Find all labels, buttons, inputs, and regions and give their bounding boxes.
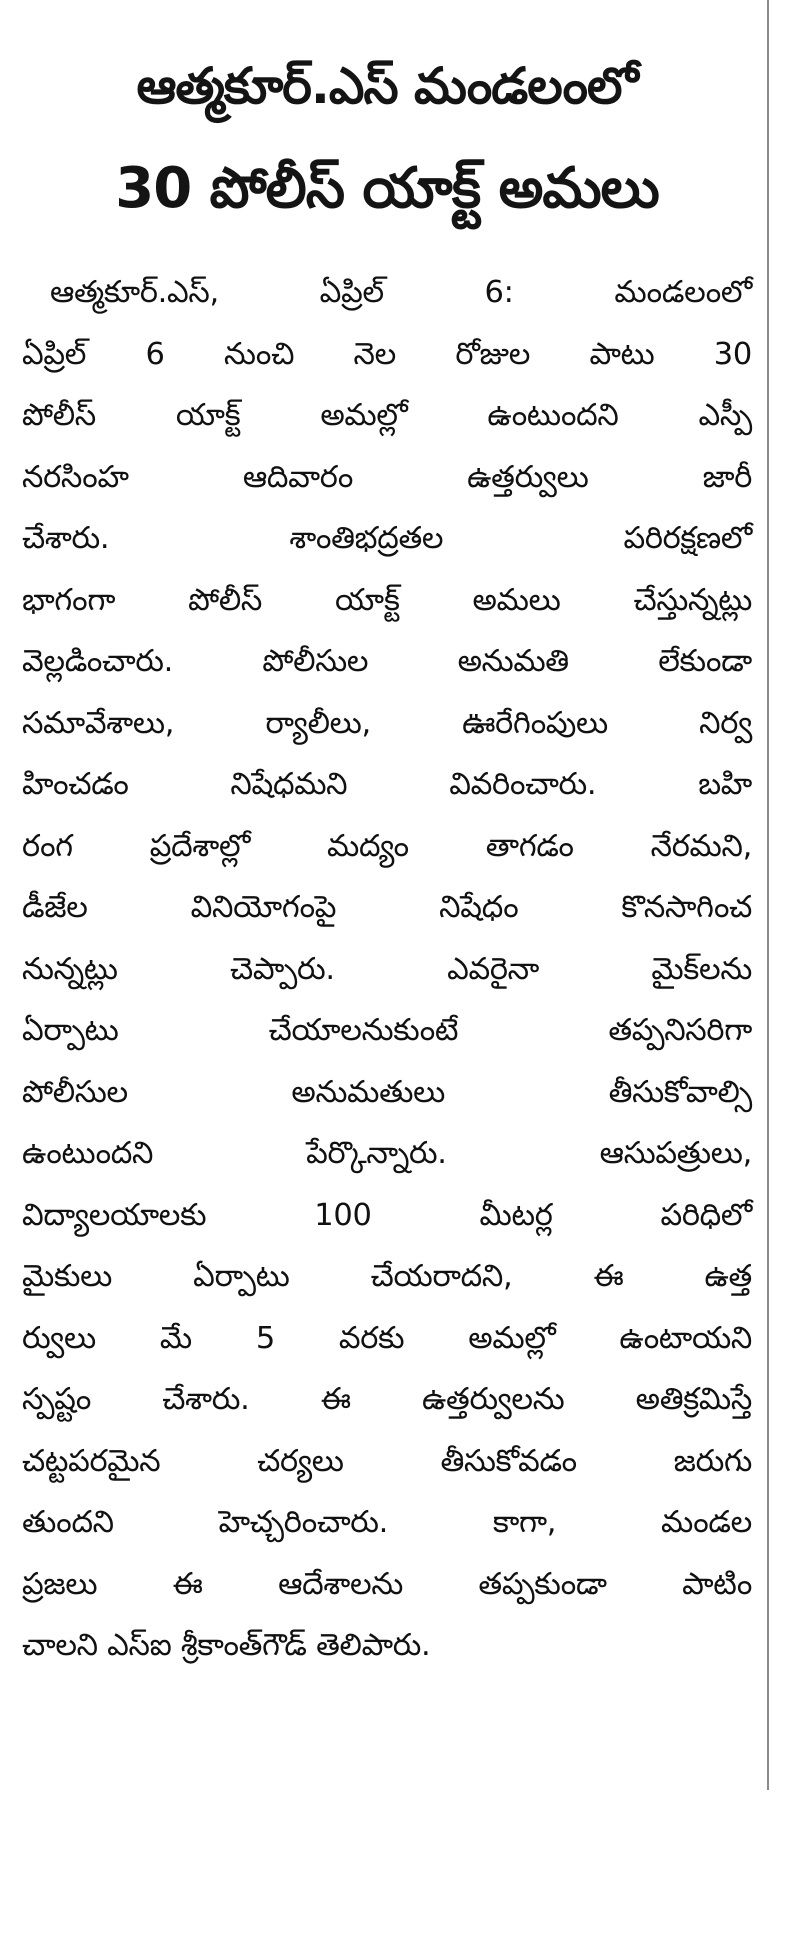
- body-line: చేశారు. శాంతిభద్రతల పరిరక్షణలో: [22, 521, 752, 556]
- body-line: మైకులు ఏర్పాటు చేయరాదని, ఈ ఉత్త: [22, 1259, 752, 1294]
- body-line: ఉంటుందని పేర్కొన్నారు. ఆసుపత్రులు,: [22, 1136, 752, 1171]
- body-line: నున్నట్లు చెప్పారు. ఎవరైనా మైక్‌లను: [22, 951, 752, 987]
- article-body: [22, 262, 752, 1677]
- column-divider: [767, 0, 769, 1790]
- body-line: విద్యాలయాలకు 100 మీటర్ల పరిధిలో: [22, 1197, 752, 1233]
- body-line: వెల్లడించారు. పోలీసుల అనుమతి లేకుండా: [22, 644, 752, 679]
- body-line: డీజేల వినియోగంపై నిషేధం కొనసాగించ: [22, 890, 752, 925]
- body-line: ప్రజలు ఈ ఆదేశాలను తప్పకుండా పాటిం: [22, 1566, 752, 1602]
- body-line: ఏప్రిల్ 6 నుంచి నెల రోజుల పాటు 30: [22, 336, 752, 372]
- body-line: నరసింహ ఆదివారం ఉత్తర్వులు జారీ: [22, 459, 752, 495]
- body-line: హించడం నిషేధమని వివరించారు. బహి: [22, 767, 752, 802]
- body-line: పోలీసుల అనుమతులు తీసుకోవాల్సి: [22, 1074, 752, 1110]
- body-line: స్పష్టం చేశారు. ఈ ఉత్తర్వులను అతిక్రమిస్తే: [22, 1382, 752, 1417]
- body-line: ఏర్పాటు చేయాలనుకుంటే తప్పనిసరిగా: [22, 1013, 752, 1048]
- body-line: తుందని హెచ్చరించారు. కాగా, మండల: [22, 1505, 752, 1540]
- body-line: ర్వులు మే 5 వరకు అమల్లో ఉంటాయని: [22, 1320, 752, 1356]
- body-line: పోలీస్ యాక్ట్ అమల్లో ఉంటుందని ఎస్పీ: [22, 398, 752, 433]
- body-line: చట్టపరమైన చర్యలు తీసుకోవడం జరుగు: [22, 1443, 752, 1479]
- headline-line-2: 30 పోలీస్ యాక్ట్ అమలు: [115, 156, 659, 221]
- headline-line-1: ఆత్మకూర్.ఎస్ మండలంలో: [136, 57, 638, 115]
- body-line: చాలని ఎస్ఐ శ్రీకాంత్‌గౌడ్ తెలిపారు.: [22, 1628, 431, 1663]
- body-line: ఆత్మకూర్.ఎస్, ఏప్రిల్ 6: మండలంలో: [50, 275, 752, 310]
- body-line: రంగ ప్రదేశాల్లో మద్యం తాగడం నేరమని,: [22, 828, 752, 864]
- body-line: భాగంగా పోలీస్ యాక్ట్ అమలు చేస్తున్నట్లు: [22, 582, 752, 618]
- body-line: సమావేశాలు, ర్యాలీలు, ఊరేగింపులు నిర్వ: [22, 705, 752, 741]
